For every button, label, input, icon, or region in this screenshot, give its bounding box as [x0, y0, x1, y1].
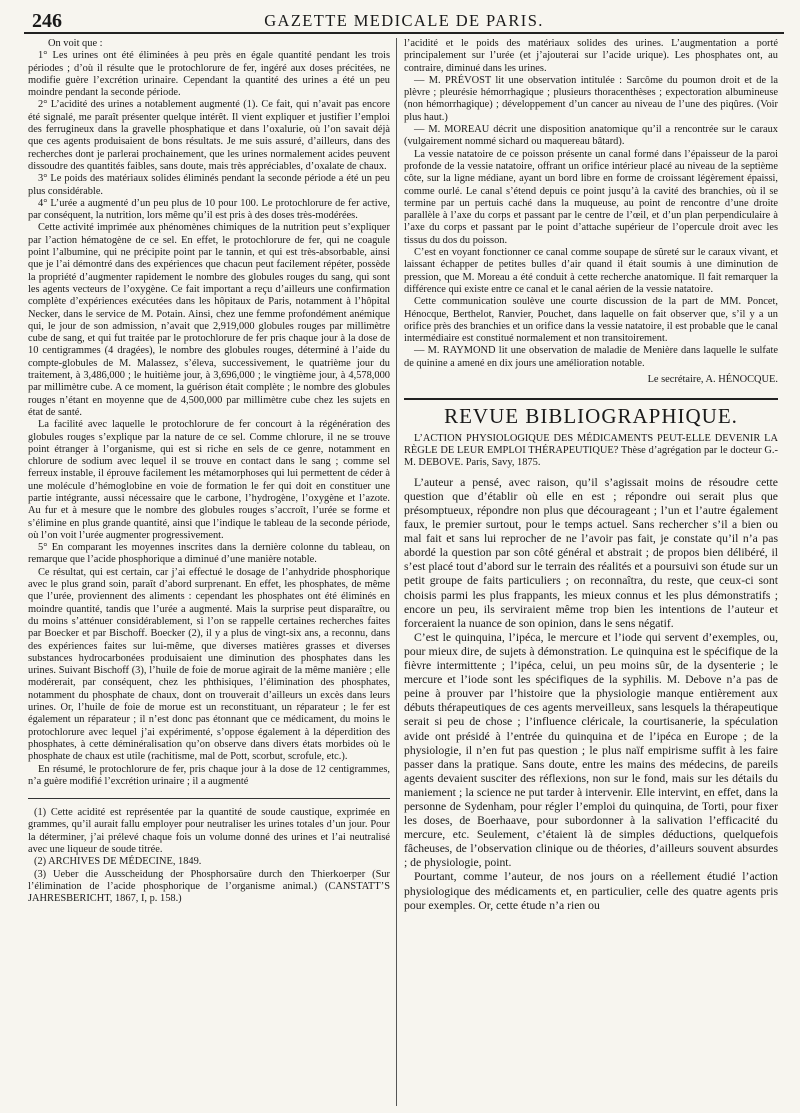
page-number: 246 [32, 10, 62, 32]
paragraph: 5° En comparant les moyennes inscrites dans la dernière colonne du tableau, on remarque que l’acide phosphorique a diminué d’une manière notable. [28, 542, 390, 566]
paragraph: L’auteur a pensé, avec raison, qu’il s’agissait moins de résoudre cette question que d’établir où elle en est ; répondre oui serait plus que présomptueux, répondre non plus que décourageant ; l’un et l’autre également faux, le premier surtout, pour le temps actuel. Sans rechercher s’il a bien ou mal fait et sans lui reprocher de ne l’avoir pas fait, je constate qu’il n’a pas abordé la question par son côté général et abstrait ; de propos bien délibéré, il s’est placé tout d’abord sur le terrain des réalités et a poursuivi son étude sur un petit groupe de faits particuliers ; on reconnaîtra, du reste, que ceux-ci sont choisis parmi les plus frappants, les mieux connus et les plus démonstratifs ; encore un peu, ils serviraient même trop bien les intentions de l’auteur et forceraient la nuance de son opinion, dans le sens négatif. [404, 475, 778, 630]
paragraph: On voit que : [48, 38, 103, 49]
signature: Le secrétaire, A. HÉNOCQUE. [647, 374, 778, 386]
paragraph: 3° Le poids des matériaux solides éliminés pendant la seconde période a été un peu plus considérable. [28, 173, 390, 197]
footnote: (1) Cette acidité est représentée par la quantité de soude caustique, exprimée en grammes, qu’il aurait fallu employer pour neutraliser les urines totales d’un jour. Pour la déterminer, j’ai prélevé chaque fois un volume donné des urines et l’ai neutralisé avec une liqueur de soude titrée. [28, 807, 390, 855]
left-column [28, 38, 390, 1106]
paragraph: — M. PRÉVOST lit une observation intitulée : Sarcôme du poumon droit et de la plèvre ; pleurésie hémorrhagique ; plusieurs thoracenthèses ; expectoration albumineuse (non hémorrhagique) ; développement d’un cancer au niveau de l’une des piqûres. (Voir plus haut.) [404, 74, 778, 123]
paragraph: La facilité avec laquelle le protochlorure de fer concourt à la régénération des globules rouges s’explique par la nature de ce sel. Comme chlorure, il ne se trouve point étranger à l’organisme, qui est si riche en sels de ce genre, notamment en chlorure de sodium avec lequel il se trouve en contact dans le sang ; comme sel ferreux instable, il éprouve facilement les métamorphoses qui lui permettent de céder à une molécule d’hémoglobine en voie de formation le fer qui doit en constituer une partie intégrante, aussi nécessaire que le carbone, l’hydrogène, l’oxygène et l’azote. Au fur et à mesure que le nombre des globules rouges s’accroît, l’urée se forme et s’élimine en plus grande quantité, ainsi que l’indique le tableau de la seconde période, où l’on voit l’urée augmenter progressivement. [28, 419, 390, 541]
review-title: REVUE BIBLIOGRAPHIQUE. [444, 404, 738, 429]
paragraph: l’acidité et le poids des matériaux solides des urines. L’augmentation a porté principalement sur l’urée (et j’ajouterai sur l’acide urique). Les phosphates ont, au contraire, diminué dans les urines. [404, 38, 778, 74]
page-header [24, 8, 784, 34]
paragraph: Cette communication soulève une courte discussion de la part de MM. Poncet, Hénocque, Berthelot, Ranvier, Pouchet, dans laquelle on fait observer que, s’il y a un orifice près des branchies et un orifice dans la vessie natatoire, il est probable que le canal intermédiaire est constitué normalement et non transitoirement. [404, 296, 778, 345]
paragraph: 1° Les urines ont été éliminées à peu près en égale quantité pendant les trois périodes ; d’où il résulte que le protochlorure de fer, ingéré aux doses précitées, ne modifie guère l’excrétion urinaire. Cependant la quantité des urines a été un peu moindre pendant la seconde période. [28, 50, 390, 99]
paragraph: Cette activité imprimée aux phénomènes chimiques de la nutrition peut s’expliquer par l’action hématogène de ce sel. En effet, le protochlorure de fer, qui ne coagule point l’albumine, qui ne précipite point par le tannin, et qui est très-absorbable, ainsi que je l’ai démontré dans des expériences que chacun peut facilement répéter, possède la propriété d’augmenter rapidement le nombre des globules rouges du sang, qui sont les agents vecteurs de l’oxygène. Ce fait important a reçu d’ailleurs une confirmation complète d’expériences exécutées dans les hôpitaux de Paris, notamment à l’hôpital Necker, dans le service de M. Potain. Ainsi, chez une femme profondément anémique qui, le jour de son admission, n’avait que 2,919,000 globules rouges par millimètre cube de sang, et qui fut traitée par le protochlorure de fer pris chaque jour à la dose de 10 centigrammes (4 dragées), le nombre des globules rouges, déterminé à l’aide du compte-globules de M. Malassez, s’éleva, successivement, le quatrième jour du traitement, à 3,486,000 ; le huitième jour, à 3,696,000 ; le vingtième jour, à 4,578,000 par millimètre cube. A ce moment, la guérison était complète ; le nombre des globules rouges n’étant en moyenne que de 4,500,000 par millimètre cube chez les sujets en état de santé. [28, 222, 390, 418]
paragraph: — M. MOREAU décrit une disposition anatomique qu’il a rencontrée sur le caraux (vulgairement nommé sichard ou maquereau bâtard). [404, 124, 778, 148]
review-section [404, 398, 778, 912]
paragraph: 4° L’urée a augmenté d’un peu plus de 10 pour 100. Le protochlorure de fer active, par conséquent, la nutrition, lors même qu’il est pris à des doses très-modérées. [28, 197, 390, 222]
footnote-divider [28, 798, 390, 799]
column-divider [396, 38, 397, 1106]
paragraph: Pourtant, comme l’auteur, de nos jours on a réellement étudié l’action physiologique des médicaments et, en particulier, celle des quatre agents pris pour exemples. Or, cette étude n’a rien ou [404, 870, 778, 912]
paragraph: Ce résultat, qui est certain, car j’ai effectué le dosage de l’anhydride phosphorique avec le plus grand soin, paraît d’abord surprenant. En effet, les phosphates, de même que l’urée, proviennent des aliments : cependant les phosphates ont été éliminés en moindre quantité, tandis que l’urée a augmenté. Mais la surprise peut disparaître, ou du moins s’atténuer considérablement, si l’on se rappelle certaines recherches faites par Boecker et par Bischoff. Boecker (2), il y a plus de vingt-six ans, a reconnu, dans des expériences faites sur lui-même, que diverses matières grasses et diverses substances hydrocarbonées produisaient une diminution des phosphates dans les urines. Suivant Bischoff (3), l’huile de foie de morue agirait de la même manière ; elle modérerait, par conséquent, chez les phthisiques, l’élimination des phosphates, notamment du phosphate de chaux, dont on trouverait d’ailleurs un excès dans leurs urines. Or, l’huile de foie de morue est un reconstituant, un réparateur ; le fer est également un réparateur ; il n’est donc pas étonnant que ce médicament, du moins le protochlorure avec lequel j’ai expérimenté, s’oppose également à la déperdition des phosphates, à cette déminéralisation qu’on observe dans divers états morbides où le phosphate de chaux est utile (rachitisme, mal de Pott, scorbut, scrofule, etc.). [28, 566, 390, 763]
footnote: (2) ARCHIVES DE MÉDECINE, 1849. [34, 856, 202, 868]
paragraph: En résumé, le protochlorure de fer, pris chaque jour à la dose de 12 centigrammes, n’a guère modifié l’excrétion urinaire ; il a augmenté [28, 763, 390, 787]
review-citation: L’ACTION PHYSIOLOGIQUE DES MÉDICAMENTS PEUT-ELLE DEVENIR LA RÈGLE DE LEUR EMPLOI THÉRAPEUTIQUE? Thèse d’agrégation par le docteur G.-M. DEBOVE. Paris, Savy, 1875. [404, 432, 778, 469]
review-body [404, 476, 778, 913]
paragraph: 2° L’acidité des urines a notablement augmenté (1). Ce fait, qui n’avait pas encore été signalé, me paraît présenter quelque intérêt. Il vient expliquer et justifier l’emploi des ferrugineux dans la gravelle phosphatique et dans l’oxalurie, où l’on savait déjà que ces agents produisaient de bons résultats. Je me suis assuré, d’ailleurs, dans des recherches dont je parlerai prochainement, que les urines normalement acides peuvent dissoudre des quantités faibles, sans doute, mais très appréciables, d’oxalate de chaux. [28, 99, 390, 172]
right-column [404, 38, 778, 1106]
paragraph: — M. RAYMOND lit une observation de maladie de Menière dans laquelle le sulfate de quinine a amené en dix jours une amélioration notable. [404, 345, 778, 369]
footnotes [28, 807, 390, 905]
paragraph: C’est en voyant fonctionner ce canal comme soupape de sûreté sur le caraux vivant, et laissant échapper de petites bulles d’air quand il était soumis à une diminution de pression, que M. Moreau a été conduit à cette recherche anatomique. Il fait remarquer la différence qui existe entre ce canal et le canal aérien de la vessie natatoire. [404, 247, 778, 295]
paragraph: C’est le quinquina, l’ipéca, le mercure et l’iode qui servent d’exemples, ou, pour mieux dire, de sujets à démonstration. Le quinquina est le spécifique de la fièvre intermittente ; l’ipéca, celui, un peu moins sûr, de la dysenterie ; le mercure et l’iode sont les spécifiques de la syphilis. M. Debove n’a pas de peine à prouver par l’histoire que la physiologie manque entièrement aux débuts thérapeutiques de ces agents merveilleux, sans lesquels la thérapeutique serait si peu de chose ; l’influence cléricale, la courtisanerie, la spéculation avide ont présidé à l’entrée du quinquina et de l’ipéca en Europe ; de la physiologie, il n’en fut pas question ; le plus naïf empirisme suffit à les faire passer dans la pratique. Sans doute, entre les mains des médecins, de pareils agents devaient susciter des réflexions, non sur le fond, mais sur les détails du maniement ; la science ne put tarder à intervenir. Elle intervint, en effet, dans la personne de Sydenham, pour régler l’emploi du quinquina, de Torti, pour fixer les doses, de Boerhaave, pour subordonner à la salivation l’efficacité du mercure, etc. Seulement, c’étaient là de simples déductions, quelquefois fâcheuses, de l’observation clinique ou de théories, d’ailleurs souvent absurdes ; de physiologie, point. [404, 630, 778, 870]
footnote: (3) Ueber die Ausscheidung der Phosphorsaüre durch den Thierkoerper (Sur l’élimination de l’acide phosphorique de l’organisme animal.) (CANSTATT’S JAHRESBERICHT, 1867, I, p. 158.) [28, 868, 390, 905]
paragraph: La vessie natatoire de ce poisson présente un canal formé dans l’épaisseur de la paroi profonde de la vessie natatoire, offrant un orifice intérieur placé au niveau de la septième côte, sur la ligne médiane, ayant un bord libre en forme de croissant légèrement épaissi, comme ourlé. Le canal s’étend depuis ce point jusqu’à la cavité des branchies, où il se termine par un pertuis caché dans la muqueuse, au point de rencontre d’une droite parallèle à l’axe du corps et passant par le centre de l’œil, et d’un plan perpendiculaire à l’axe du corps et passant par le point d’attache supérieur de l’opercule droit avec les tissus du dos du poisson. [404, 148, 778, 246]
running-title: GAZETTE MEDICALE DE PARIS. [264, 11, 544, 30]
